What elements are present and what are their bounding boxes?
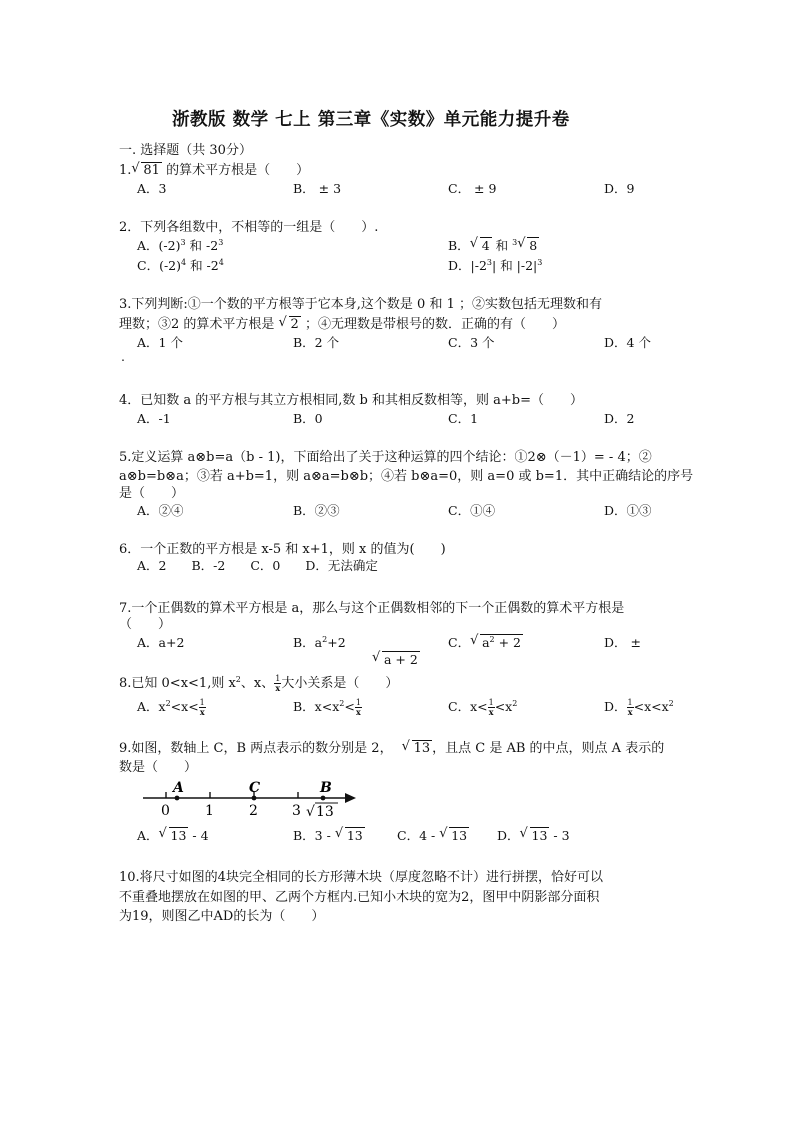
q7-option-d[interactable]: D． ±: [604, 635, 641, 650]
q7-option-d-radical: √ a + 2: [372, 652, 420, 667]
q9-option-d[interactable]: D．√ 13 - 3: [497, 826, 570, 844]
q2-option-c[interactable]: C．$(-2)^4$ 和 $-2^4$: [137, 258, 224, 273]
q7-option-a[interactable]: A．a+2: [137, 635, 185, 650]
q8-option-a[interactable]: A．$x^2<x<$ $\frac{1}{x}$: [137, 698, 205, 717]
question-5-line-1: 5.定义运算 a⊗b=a（b - 1)，下面给出了关于这种运算的四个结论：①2⊗（－1）= - 4；②: [119, 450, 652, 465]
tick-label-1: 1: [205, 803, 214, 819]
tick-label-sqrt13: 13: [316, 804, 334, 820]
question-10-line-3: 为19，则图乙中AD的长为（ ）: [119, 909, 325, 924]
section-heading: 一. 选择题（共 30分）: [119, 143, 252, 158]
q4-option-a[interactable]: A．-1: [137, 411, 171, 426]
question-9-line-2: 数是（ ）: [119, 760, 198, 775]
question-8: 8.已知 0<x<1,则 $x^2$、x、 $\frac{1}{x}$ 大小关系是（ ）: [119, 674, 399, 693]
sqrt-symbol: √: [306, 804, 315, 820]
number-line-figure: [140, 778, 380, 828]
q8-option-c[interactable]: C．x< $\frac{1}{x}$ $<x^2$: [448, 698, 518, 717]
question-2: 2．下列各组数中，不相等的一组是（ ）.: [119, 220, 379, 235]
question-5-line-3: 是（ ）: [119, 486, 185, 501]
q1-option-b[interactable]: B． ± 3: [293, 181, 342, 196]
q2-option-a[interactable]: A．$(-2)^3$ 和 $-2^3$: [137, 238, 224, 253]
q3-option-b[interactable]: B．2 个: [293, 335, 340, 350]
question-4: 4．已知数 a 的平方根与其立方根相同,数 b 和其相反数相等，则 a+b=（ ）: [119, 393, 583, 408]
q7-option-c[interactable]: C．√ $a^2 + 2$: [448, 633, 523, 651]
q1-option-d[interactable]: D．9: [604, 181, 635, 196]
q1-option-a[interactable]: A．3: [137, 181, 167, 196]
q5-option-b[interactable]: B．②③: [293, 503, 340, 518]
q4-option-c[interactable]: C．1: [448, 411, 479, 426]
question-9-line-1: 9.如图，数轴上 C，B 两点表示的数分别是 2，√ 13 ，且点 C 是 AB 的中点，则点 A 表示的: [119, 737, 664, 756]
question-10-line-1: 10.将尺寸如图的4块完全相同的长方形薄木块（厚度忽略不计）进行拼摆，恰好可以: [119, 870, 603, 885]
q3-option-d[interactable]: D．4 个: [604, 335, 651, 350]
point-c-dot: [252, 796, 257, 801]
point-a-label: A: [173, 780, 184, 796]
q8-option-d[interactable]: D． $\frac{1}{x}$ $<x<x^2$: [604, 698, 674, 717]
tick-label-2: 2: [249, 803, 258, 819]
question-3-line-2: 理数；③2 的算术平方根是 √ 2 ；④无理数是带根号的数．正确的有（ ）: [119, 313, 565, 332]
q9-option-c[interactable]: C．4 - √ 13: [397, 826, 469, 844]
question-10-line-2: 不重叠地摆放在如图的甲、乙两个方框内.已知小木块的宽为2，图甲中阴影部分面积: [119, 890, 600, 905]
page-title: 浙教版 数学 七上 第三章《实数》单元能力提升卷: [172, 110, 570, 130]
tick-label-3: 3: [292, 803, 301, 819]
q6-options[interactable]: A．2 B．-2 C．0 D．无法确定: [137, 558, 378, 573]
question-1: [119, 159, 309, 178]
arrow-icon: [345, 793, 356, 803]
q9-option-b[interactable]: B．3 - √ 13: [293, 826, 365, 844]
sqrt-81: √ 81: [132, 163, 162, 178]
stray-dot: .: [121, 349, 125, 364]
q8-option-b[interactable]: B．$x<x^2<$ $\frac{1}{x}$: [293, 698, 361, 717]
q9-option-a[interactable]: A．√ 13 - 4: [137, 826, 209, 844]
q3-option-a[interactable]: A．1 个: [137, 335, 183, 350]
q2-option-d[interactable]: D．$|-2^3|$ 和 $|-2|^3$: [448, 258, 543, 273]
q3-option-c[interactable]: C．3 个: [448, 335, 495, 350]
question-6: 6．一个正数的平方根是 x-5 和 x+1，则 x 的值为( ): [119, 542, 446, 557]
question-7-line-1: 7.一个正偶数的算术平方根是 a，那么与这个正偶数相邻的下一个正偶数的算术平方根是: [119, 601, 625, 616]
q5-option-c[interactable]: C．①④: [448, 503, 496, 518]
q2-option-b[interactable]: B．√ 4 和 $^3$√ 8: [448, 236, 539, 254]
point-b-label: B: [320, 780, 332, 796]
q4-option-b[interactable]: B．0: [293, 411, 323, 426]
question-7-line-2: （ ）: [119, 617, 172, 632]
q1-stem: 的算术平方根是（ ）: [161, 163, 310, 178]
q5-option-d[interactable]: D．①③: [604, 503, 652, 518]
q1-option-c[interactable]: C． ± 9: [448, 181, 497, 196]
question-5-line-2: a⊗b=b⊗a；③若 a+b=1，则 a⊗a=b⊗b；④若 b⊗a=0，则 a=0 或 b=1．其中正确结论的序号: [119, 469, 694, 484]
point-c-label: C: [249, 780, 261, 796]
q7-option-b[interactable]: B．$a^2+2$: [293, 635, 346, 650]
q4-option-d[interactable]: D．2: [604, 411, 635, 426]
point-a-dot: [175, 796, 180, 801]
q1-number: 1.: [119, 163, 132, 178]
q5-option-a[interactable]: A．②④: [137, 503, 184, 518]
question-3-line-1: 3.下列判断:①一个数的平方根等于它本身,这个数是 0 和 1 ；②实数包括无理数和有: [119, 297, 602, 312]
point-b-dot: [321, 796, 326, 801]
tick-label-0: 0: [161, 803, 170, 819]
